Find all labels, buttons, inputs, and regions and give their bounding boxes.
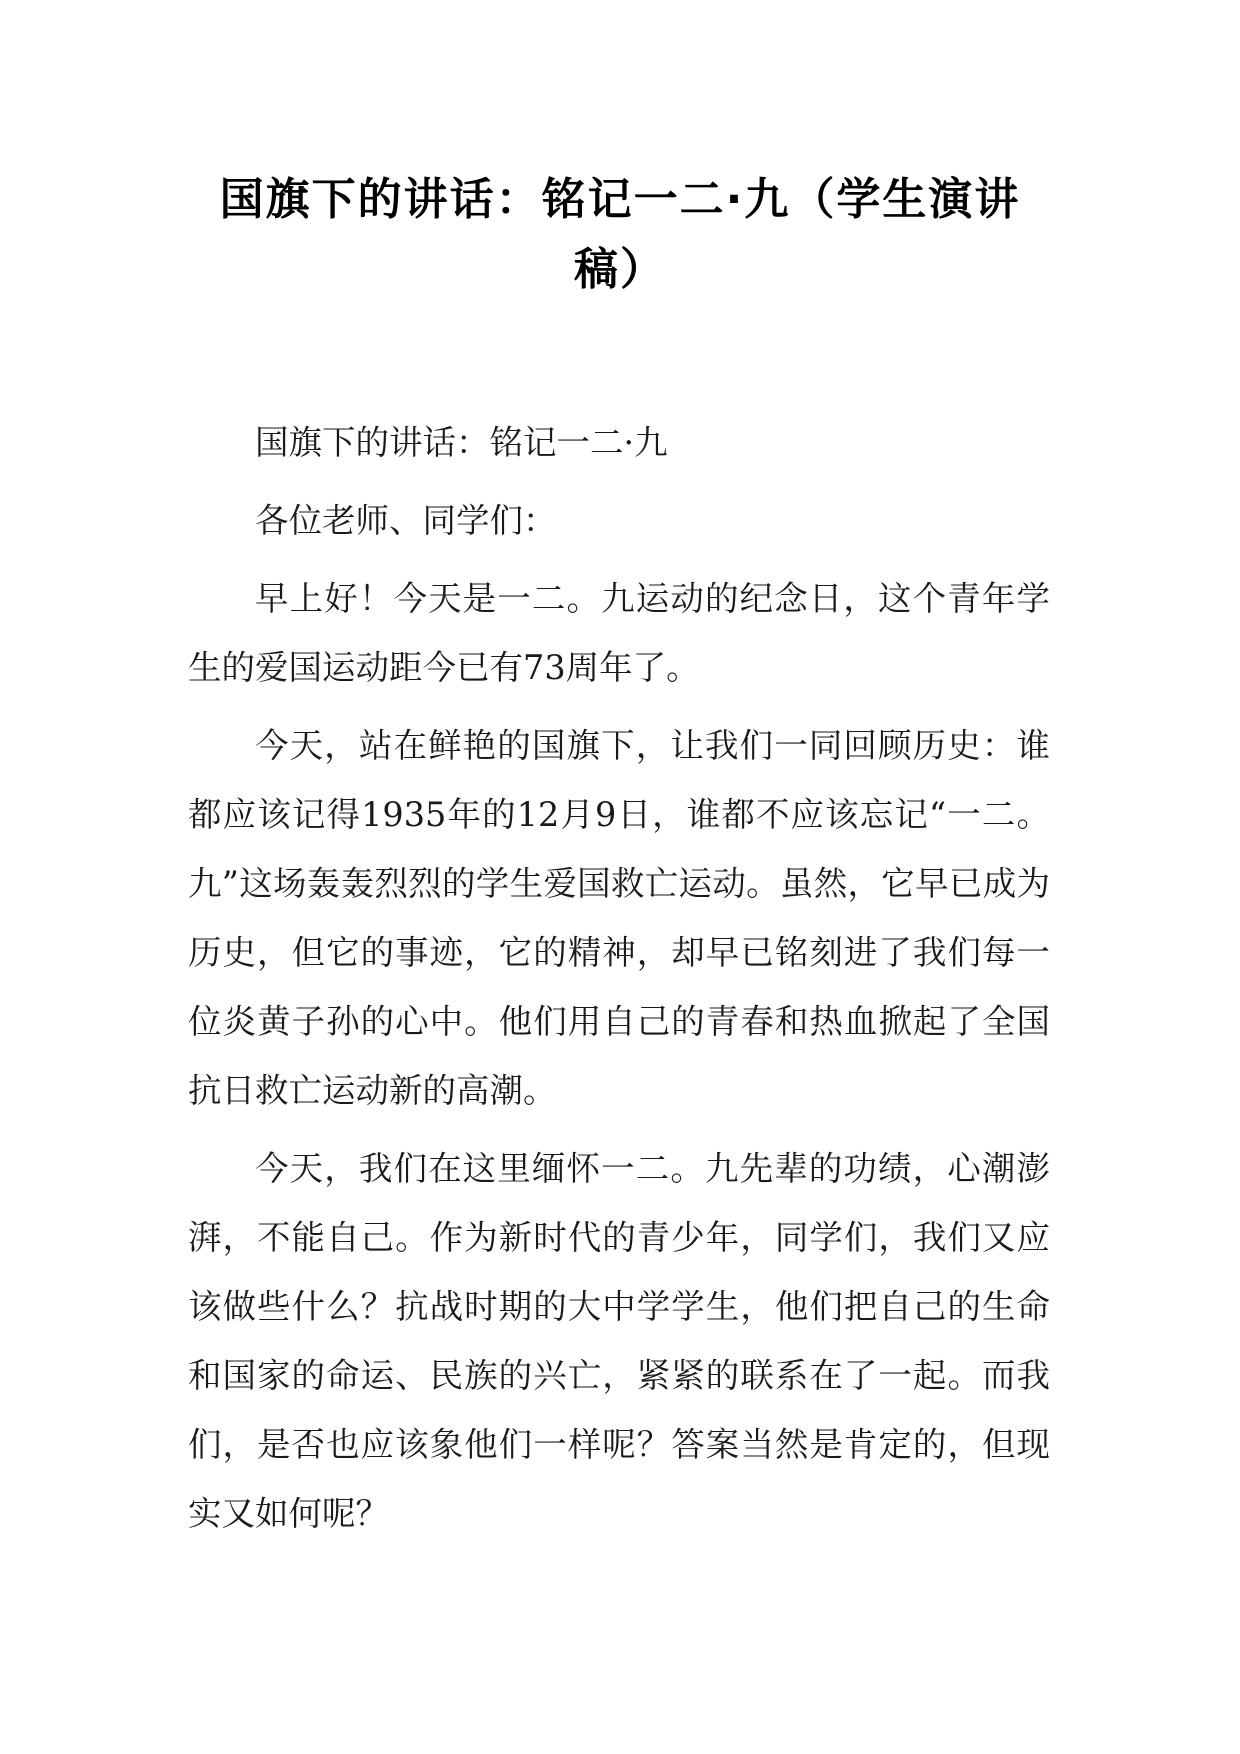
paragraph-reflection: 今天，我们在这里缅怀一二。九先辈的功绩，心潮澎湃，不能自己。作为新时代的青少年，同学们，我们又应该做些什么？抗战时期的大中学学生，他们把自己的生命和国家的命运、民族的兴亡，紧紧的联系在了一起。而我们，是否也应该象他们一样呢？答案当然是肯定的，但现实又如何呢？ [188,1149,1050,1533]
paragraph-greeting: 早上好！今天是一二。九运动的纪念日，这个青年学生的爱国运动距今已有73周年了。 [188,579,1050,687]
paragraph-heading-line: 国旗下的讲话：铭记一二·九 [255,423,668,462]
paragraph-salutation: 各位老师、同学们： [255,501,557,540]
document-title: 国旗下的讲话：铭记一二·九（学生演讲稿） [219,174,1021,295]
document-body [188,408,1050,1557]
paragraph-history: 今天，站在鲜艳的国旗下，让我们一同回顾历史：谁都应该记得1935年的12月9日，谁都不应该忘记“一二。九”这场轰轰烈烈的学生爱国救亡运动。虽然，它早已成为历史，但它的事迹，它的精神，却早已铭刻进了我们每一位炎黄子孙的心中。他们用自己的青春和热血掀起了全国抗日救亡运动新的高潮。 [188,726,1050,1110]
